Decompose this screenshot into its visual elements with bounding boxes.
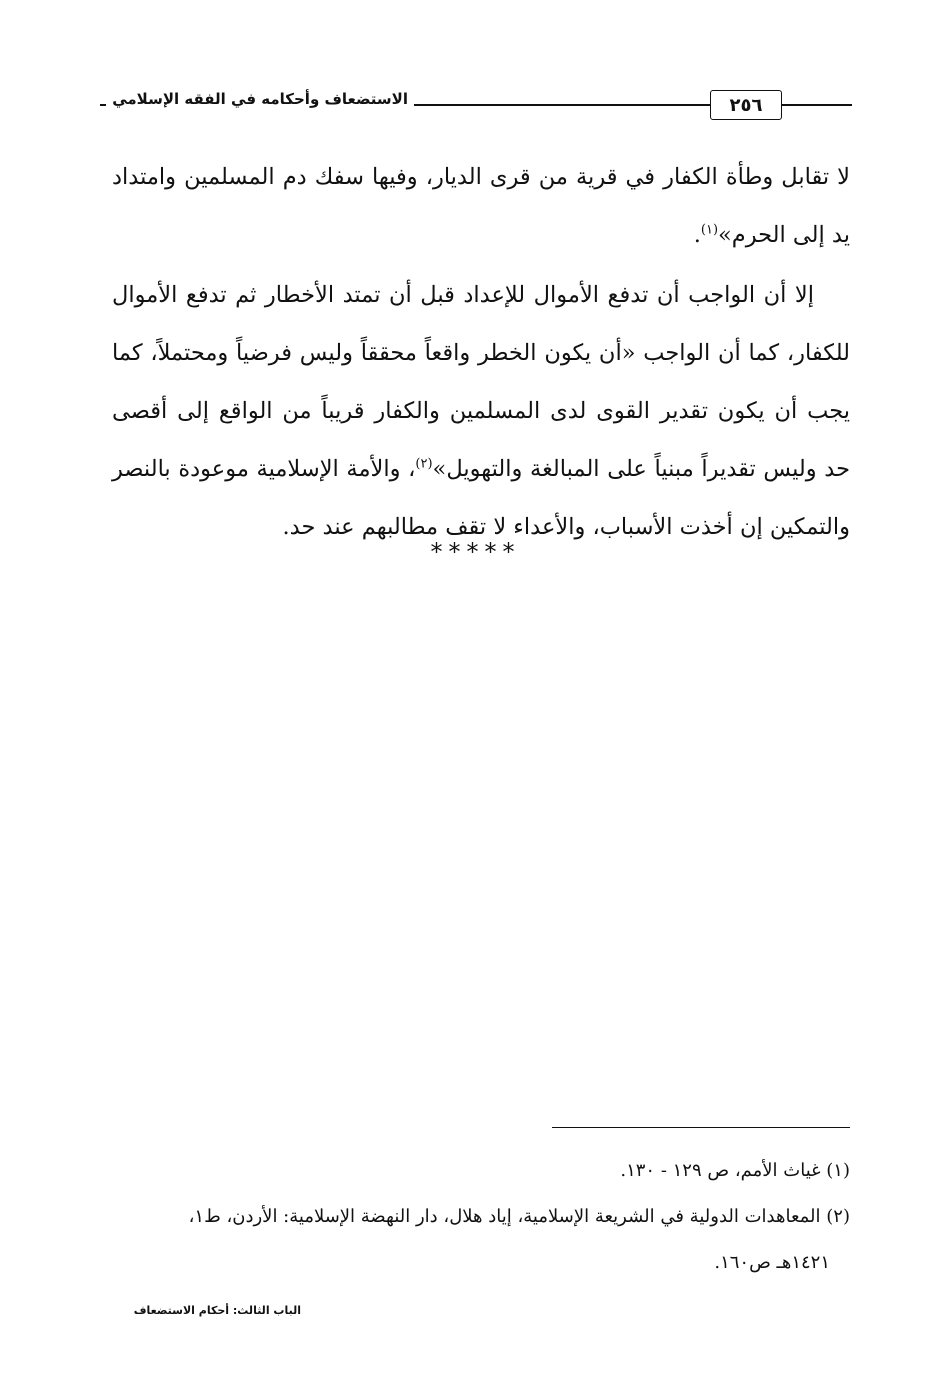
paragraph-2-text-a: إلا أن الواجب أن تدفع الأموال للإعداد قبل أن تمتد الأخطار ثم تدفع الأموال للكفار، كما أن الواجب «أن يكون الخطر واقعاً محققاً وليس فرضياً ومحتملاً، كما يجب أن يكون تقدير القوى لدى المسلمين والكفار قريباً من الواقع إلى أقصى حد وليس تقديراً مبنياً على المبالغة والتهويل» xyxy=(112,282,850,482)
paragraph-1 xyxy=(112,148,850,264)
footnote-2-line-2: ١٤٢١هـ ص١٦٠. xyxy=(714,1252,830,1273)
paragraph-1-end: . xyxy=(693,222,701,248)
footnote-rule xyxy=(552,1127,850,1128)
footnote-ref-2: (٢) xyxy=(415,456,433,472)
footnote-1: (١) غياث الأمم، ص ١٢٩ - ١٣٠. xyxy=(620,1160,850,1181)
footnote-ref-1: (١) xyxy=(700,222,719,238)
running-header xyxy=(100,84,852,124)
header-title: الاستضعاف وأحكامه في الفقه الإسلامي xyxy=(106,90,414,108)
paragraph-2-text-b: ، والأمة الإسلامية موعودة بالنصر والتمكين إن أخذت الأسباب، والأعداء لا تقف مطالبهم عند حد. xyxy=(112,456,850,540)
page-number: ٢٥٦ xyxy=(710,90,782,120)
header-rule-right xyxy=(782,104,852,106)
section-separator: ***** xyxy=(430,538,521,566)
paragraph-1-text: لا تقابل وطأة الكفار في قرية من قرى الديار، وفيها سفك دم المسلمين وامتداد يد إلى الحرم» xyxy=(112,164,850,248)
page-footer: الباب الثالث: أحكام الاستضعاف xyxy=(133,1304,301,1317)
body-text xyxy=(112,148,850,556)
footnotes xyxy=(112,1148,850,1286)
paragraph-2 xyxy=(112,266,850,556)
footnote-2-line-1: (٢) المعاهدات الدولية في الشريعة الإسلامية، إياد هلال، دار النهضة الإسلامية: الأردن، ط١، xyxy=(188,1206,850,1227)
